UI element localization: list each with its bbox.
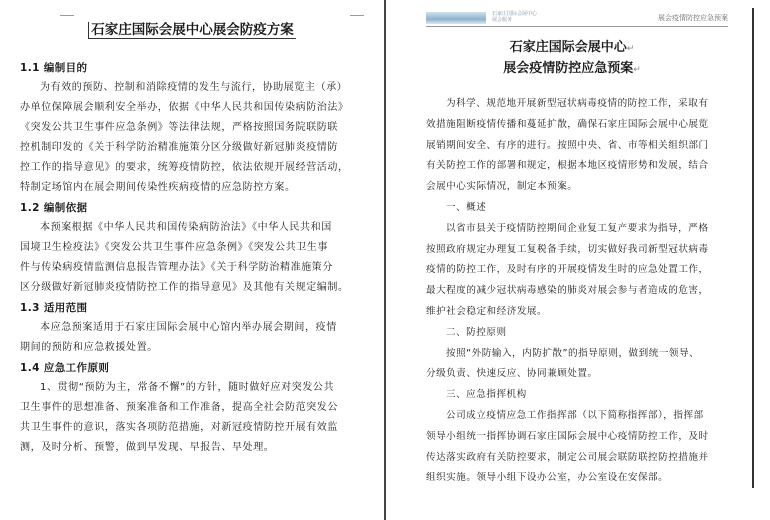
paragraph-line: 最大程度的减少冠状病毒感染的肺炎对展会参与者造成的危害， [426,285,709,297]
paragraph-line: 按照政府规定办理复工复税备手续，切实做好我司新型冠状病毒 [426,243,709,255]
right-document-page [386,0,758,520]
section-heading: 1.1 编制目的 [20,62,88,74]
right-page-body [426,94,736,489]
paragraph-line: 分级负责、快速反应、协同兼顾处置。 [426,368,598,380]
section-heading: 1.4 应急工作原则 [20,362,110,374]
logo-icon [426,12,486,24]
paragraph-line: 二、防控原则 [446,326,507,338]
right-page-title-line2: 展会疫情防控应急预案↵ [503,61,641,76]
logo-text-line: 展会服务 [492,17,513,23]
paragraph-line: 本预案根据《中华人民共和国传染病防治法》《中华人民共和国 [40,222,332,233]
paragraph-line: 《突发公共卫生事件应急条例》等法律法规，严格按照国务院联防联 [20,122,338,133]
paragraph-line: 有关防控工作的部署和规定，根据本地区疫情形势和发展，结合 [426,160,709,172]
title-text: 展会疫情防控应急预案 [503,61,634,76]
paragraph-line: 1、贯彻“预防为主，常备不懈”的方针，随时做好应对突发公共 [40,382,335,393]
section-heading: 1.3 适用范围 [20,302,88,314]
paragraph-line: 控机制印发的《关于科学防治精准施策分区分级做好新冠肺炎疫情防 [20,142,338,153]
crop-mark [60,15,74,16]
title-text: 石家庄国际会展中心 [509,40,627,55]
paragraph-line: 效措施阻断疫情传播和蔓延扩散，确保石家庄国际会展中心展览 [426,118,709,130]
paragraph-line: 为有效的预防、控制和消除疫情的发生与流行，协助展览主（承） [40,82,348,93]
right-page-title-line1: 石家庄国际会展中心↵ [509,40,635,55]
paragraph-line: 传达落实政府有关防控要求，制定公司展会联防联控防控措施并 [426,451,709,463]
paragraph-line: 期间的预防和应急救援处置。 [20,342,158,353]
header-title: 展会疫情防控应急预案 [658,14,728,22]
paragraph-line: 展销期间安全、有序的进行。按照中央、省、市等相关组织部门 [426,139,709,151]
left-page-title [0,18,384,38]
paragraph-line: 国境卫生检疫法》《突发公共卫生事件应急条例》《突发公共卫生事 [20,242,328,253]
paragraph-line: 以省市县关于疫情防控期间企业复工复产要求为指导，严格 [446,222,709,234]
page-header [426,10,728,27]
logo-text [492,11,537,23]
crop-mark [350,15,364,16]
section-heading: 1.2 编制依据 [20,202,88,214]
paragraph-line: 公司成立疫情应急工作指挥部（以下简称指挥部），指挥部 [446,409,704,421]
paragraph-line: 领导小组统一指挥协调石家庄国际会展中心疫情防控工作，及时 [426,430,709,442]
paragraph-line: 三、应急指挥机构 [446,389,527,401]
left-page-body [20,58,370,458]
paragraph-line: 维护社会稳定和经济发展。 [426,305,548,317]
paragraph-line: 件与传染病疫情监测信息报告管理办法》《关于科学防治精准施策分 [20,262,333,273]
paragraph-line: 疫情的防控工作，及时有序的开展疫情发生时的应急处置工作， [426,264,709,276]
page-edge [752,8,754,488]
paragraph-line: 卫生事件的思想准备、预案准备和工作准备，提高全社会防范突发公 [20,402,338,413]
paragraph-line: 本应急预案适用于石家庄国际会展中心馆内举办展会期间，疫情 [40,322,337,333]
paragraph-line: 办单位保障展会顺利安全举办，依据《中华人民共和国传染病防治法》 [20,102,349,113]
paragraph-line: 测，及时分析、预警，做到早发现、早报告、早处理。 [20,442,275,453]
left-document-page [0,0,384,520]
paragraph-line: 组织实施。领导小组下设办公室，办公室设在安保部。 [426,472,669,484]
logo-text-line: 石家庄国际会展中心 [492,11,538,17]
paragraph-line: 为科学、规范地开展新型冠状病毒疫情的防控工作，采取有 [446,98,709,109]
paragraph-line: 按照“外防输入，内防扩散”的指导原则，做到统一领导、 [446,347,700,359]
left-page-title-text: 石家庄国际会展中心展会防疫方案 [88,22,296,39]
paragraph-line: 区分级做好新冠肺炎疫情防控工作的指导意见》及其他有关规定编制。 [20,282,349,293]
paragraph-line: 控工作的指导意见》的要求，统筹疫情防控，依法依规开展经营活动， [20,162,349,173]
paragraph-line: 会展中心实际情况，制定本预案。 [426,181,578,193]
paragraph-line: 共卫生事件的意识，落实各项防范措施，对新冠疫情防控开展有效监 [20,422,338,433]
paragraph-line: 一、概述 [446,201,487,213]
paragraph-line: 特制定场馆内在展会期间传染性疾病疫情的应急防控方案。 [20,182,296,193]
